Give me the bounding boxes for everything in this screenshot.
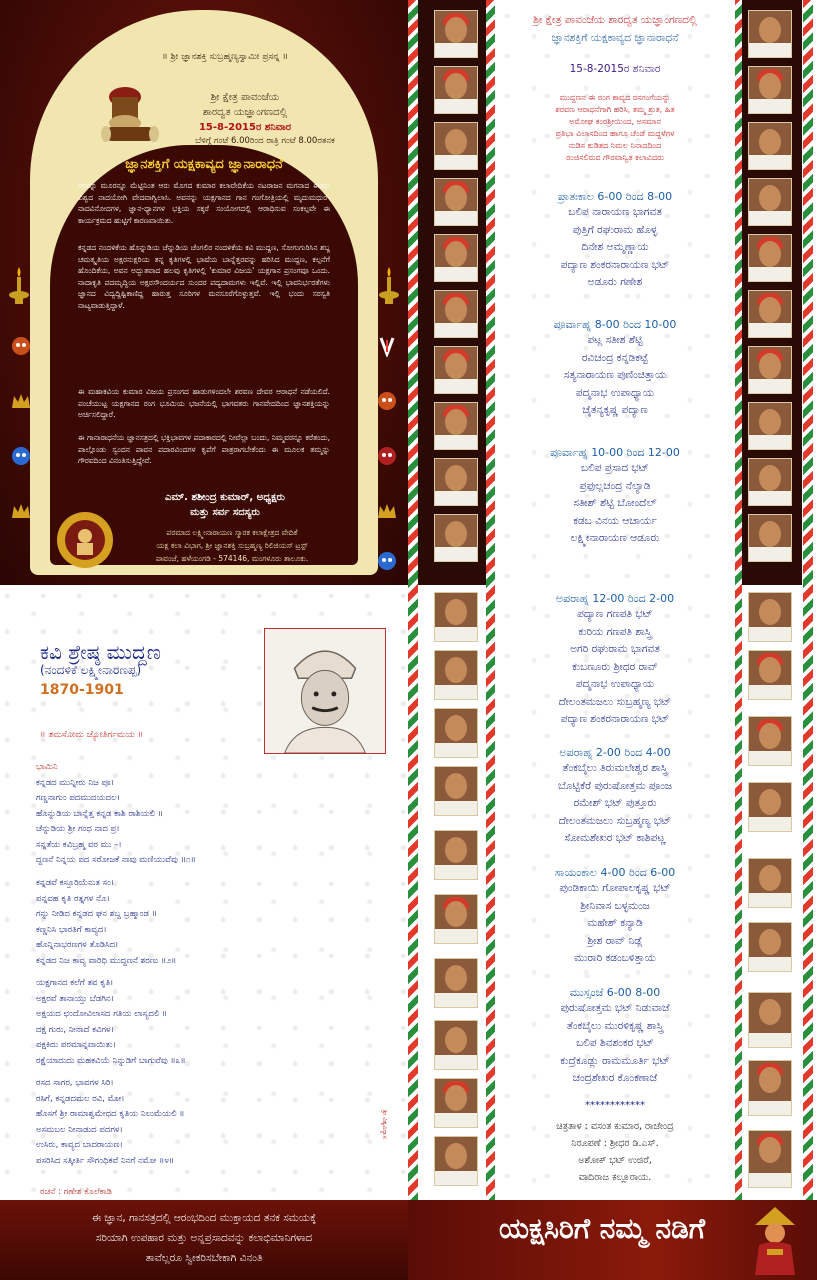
- artist-name: ದೇಲಂತಮಜಲು ಸುಬ್ರಹ್ಮಣ್ಯ ಭಟ್: [558, 695, 672, 708]
- poet-years: 1870-1901: [40, 682, 124, 698]
- artist-photo: [434, 122, 478, 170]
- invocation-text: ॥ ಶ್ರೀ ಜ್ಞಾನಶಕ್ತಿ ಸುಬ್ರಹ್ಮಣ್ಯಸ್ವಾಮೀ ಪ್ರಸನ್ನ ॥: [162, 52, 288, 62]
- poem-line: ಯಕ್ಷಗಾನದ ಕಲೆಗೆ ತವ ಕೃತಿ।: [36, 978, 114, 988]
- yakshagana-mask-icon: [376, 550, 398, 572]
- stanza-2: [36, 876, 326, 969]
- footer-notice-line-3: ತಾವೆಲ್ಲರೂ ಸ್ವೀಕರಿಸಬೇಕಾಗಿ ವಿನಂತಿ: [145, 1252, 263, 1264]
- vertical-credit: ಶ್ರೀ ವಿಶ್ವವಿನ್ಯಾಸ: [381, 1110, 388, 1139]
- slot-title: ಸಾಯಂಕಾಲ 4-00 ರಿಂದ 6-00: [554, 866, 676, 879]
- slot-names: [495, 460, 735, 548]
- poem-line: ರಸಿಗೆ, ಕನ್ನಡದಮಲ ರವಿ, ಮೋ।: [36, 1093, 125, 1104]
- schedule-slot: [495, 446, 735, 548]
- artist-name: ಬಲಿಪ ನಾರಾಯಣ ಭಾಗವತ: [568, 206, 662, 218]
- lamp-icon: [8, 265, 30, 305]
- artist-name: ದಿನೇಶ ಅಮ್ಮಣ್ಣಾಯ: [581, 241, 649, 253]
- footer-line-1: ಪರಮಾದ ಲಕ್ಷ್ಮೀನಾರಾಯಣ ಸ್ಮಾರಕ ಕಲಾಕ್ಷೇತ್ರದ ವೇದಿಕೆ: [166, 528, 298, 537]
- slot-title: ಅಪರಾಹ್ನ 12-00 ರಿಂದ 2-00: [555, 592, 675, 605]
- schedule-slot: [495, 746, 735, 848]
- poem-line: ದಕ್ಷ ಗುರು, ನೀನಾದೆ ಕವಿಗಳ।: [36, 1024, 114, 1035]
- intro-line: ರಂಜಿಸಲಿರುವ ಗೌರವಾನ್ವಿತ ಕಲಾವಿದರು: [566, 153, 664, 162]
- slot-title: ಪೂರ್ವಾಹ್ನ 8-00 ರಿಂದ 10-00: [553, 318, 677, 331]
- poem-line: ಸನ್ನತೆಯ ಕವಿಬ್ರಹ್ಮ ವರ ಮು –।: [36, 839, 122, 850]
- artist-photo: [434, 894, 478, 944]
- poem-line: ಪಸರಿಸಿದ ಸತ್ಕೀರ್ತಿ ಸೌಗಂಧಿಕವೆ ನಿನಗೆ ನಮೋ ॥೪॥: [36, 1155, 175, 1166]
- poem-line: ಅಕ್ಷರವೆ ತಾನಾಯ್ತು ಬೆಡಗಿನ।: [36, 993, 114, 1004]
- artist-photo: [748, 66, 792, 114]
- poem-line: ಕನ್ನಡವೆ ಕಸ್ತೂರಿಯೆನುತ ಸಂ।: [36, 878, 115, 888]
- slot-title: ಪ್ರಾತಃಕಾಲ 6-00 ರಿಂದ 8-00: [557, 190, 673, 203]
- poet-title: ಕವಿ ಶ್ರೇಷ್ಠ ಮುದ್ದಣ: [40, 640, 161, 664]
- poem-line: ಅಸಮಬಲ ನೀನಾಡುದ ಪದಗಳ।: [36, 1124, 123, 1135]
- artist-name: ಪದ್ಯಾಣ ಗಣಪತಿ ಭಟ್: [577, 608, 653, 620]
- poem-line: ದ್ದಣನೆ ನಿನ್ನಯ ಪದ ಸರೋಜಕೆ ನಾವು ಮಣಿಯುವೆವು ॥೧॥: [36, 855, 196, 865]
- artist-photo: [434, 290, 478, 338]
- poem-line: ಹೊಸಗೆ ಶ್ರೀ ರಾಮಾಶ್ವಮೇಧದ ಕೃತಿಯ ನಿಲುಮೆಯಲಿ ॥: [36, 1109, 185, 1119]
- artist-name: ಚಂದ್ರಶೇಖರ ಕೊಂಕಣಾಜೆ: [572, 1072, 658, 1084]
- poem-line: ಕನ್ನಡದ ನಿಜ ಕಾವ್ಯ ವಾರಿಧಿ ಮುದ್ದಣನೆ ಶರಣು ॥೨॥: [36, 955, 177, 966]
- artist-name: ಪುತ್ತಿಗೆ ರಘುರಾಮ ಹೊಳ್ಳ: [572, 223, 658, 236]
- event-time: ಬೆಳಿಗ್ಗೆ ಗಂಟೆ 6.00ರಿಂದ ರಾತ್ರಿ ಗಂಟೆ 8.00ರತನಕ: [195, 136, 335, 146]
- slot-title: ಪೂರ್ವಾಹ್ನ 10-00 ರಿಂದ 12-00: [550, 446, 680, 459]
- signatory: ಎಮ್. ಶಶೀಂದ್ರ ಕುಮಾರ್, ಅಧ್ಯಕ್ಷರು: [165, 492, 285, 503]
- poem-line: ಹೊನ್ನಿನಾಭರಣಗಳ ತೊಡಿಸಿದ।: [36, 940, 119, 950]
- artist-name: ಪಟ್ಲ ಸತೀಶ ಶೆಟ್ಟಿ: [587, 334, 643, 346]
- footer-line-3: ಪಾವಂಜೆ, ಹಳೆಯಂಗಡಿ - 574146, ಮಂಗಳೂರು ತಾಲೂಕು.: [155, 554, 309, 563]
- stanza-3: [36, 976, 326, 1069]
- artist-photo: [434, 178, 478, 226]
- artist-name: ಮಹೇಶ್ ಕನ್ಯಾಡಿ: [587, 917, 643, 929]
- yakshagana-figure-icon: [745, 1205, 805, 1277]
- credit-line: ಚಿತ್ರತಾಳ : ವಸಂತ ಕುಮಾರ, ರಾಜೇಂದ್ರ: [556, 1121, 674, 1132]
- artist-name: ಸೋಮಶೇಖರ ಭಟ್ ಕಾಶಿಪಟ್ಣ: [564, 832, 666, 844]
- artist-name: ಪುರುಷೋತ್ತಮ ಭಟ್ ನಿಡುವಾಜೆ: [560, 1002, 670, 1014]
- schedule-slot: [495, 318, 735, 420]
- invitation-banner: ಜ್ಞಾನಶಕ್ತಿಗೆ ಯಕ್ಷಕಾವ್ಯದ ಜ್ಞಾನಾರಾಧನೆ: [125, 157, 283, 172]
- artist-name: ಮುರಾರಿ ಕಡಂಬಳಿತ್ತಾಯ: [574, 952, 656, 964]
- artist-photo: [748, 1130, 792, 1188]
- poem-line: ಚೆನ್ನುಡಿಯ ಶ್ರೀ ಗಂಧ ನಾದ ಪ್ರ।: [36, 824, 120, 834]
- intro-line: ನುಡಿಸ ಕುಡಿತದ ನಿಮಲ ನಿನಾದದಿಂದ: [568, 141, 662, 150]
- paragraph-3: ಈ ಮಹಾಕವಿಯ ಕುಮಾರ ವಿಜಯ ಪ್ರಸಂಗದ ಹಾಡುಗಳಿಂದಲೇ ಶರವಣ ದೇವರ ಆರಾಧನೆ ನಡೆಯಲಿದೆ. ಪಂಚೆಯುಟ್ಟ ಯಕ್ಷಗಾನದ ರಂಗ ಭೂಮಿಯ ಭಜನೆಯಲ್ಲಿ ಭಾಗವತರು ಗಾನವೇದದಿಂದ ಜ್ಞಾನಶಕ್ತಿಯನ್ನು ಅರ್ಚಿಸಲಿದ್ದಾರೆ.: [78, 387, 330, 419]
- slot-names: [495, 332, 735, 420]
- footer-notice-line-2: ಸರಿಯಾಗಿ ಉಪಹಾರ ಮತ್ತು ಅನ್ನಪ್ರಸಾದವನ್ನು ಕಲಾಭಿಮಾನಿಗಳಾದ: [95, 1232, 313, 1244]
- credit-line: ನಿರೂಪಣೆ : ಶ್ರೀಧರ ಡಿ.ಎಸ್.: [571, 1138, 659, 1149]
- yakshagana-mask-icon: [376, 445, 398, 467]
- namam-icon: [376, 335, 398, 357]
- artist-photo: [748, 290, 792, 338]
- artist-photo: [434, 708, 478, 758]
- artist-photo: [434, 402, 478, 450]
- schedule-date: 15-8-2015ರ ಶನಿವಾರ: [569, 63, 661, 75]
- artist-photo: [748, 922, 792, 972]
- artist-name: ಬಲಿಪ ಶಿವಶಂಕರ ಭಟ್: [576, 1037, 654, 1049]
- poem-line: ರಸದ ಸಾಗರ, ಭಾವಗಳ ಸಿರಿ।: [36, 1078, 114, 1088]
- schedule-intro: [495, 92, 735, 164]
- artist-photo: [434, 1136, 478, 1186]
- slot-names: [495, 880, 735, 968]
- artist-photo: [434, 958, 478, 1008]
- artist-photo: [748, 346, 792, 394]
- crown-icon: [10, 500, 32, 522]
- artist-photo: [748, 178, 792, 226]
- artist-photo: [434, 1020, 478, 1070]
- artist-name: ಸತೀಶ್ ಶೆಟ್ಟಿ ಬೋಂದೆಲ್: [573, 497, 657, 509]
- artist-photo: [748, 650, 792, 700]
- decorative-stripe: [408, 0, 418, 1200]
- artist-name: ಕುರಿಯ ಗಣಪತಿ ಶಾಸ್ತ್ರಿ: [578, 625, 652, 638]
- schedule-venue: ಶ್ರೀ ಕ್ಷೇತ್ರ ಪಾವಂಜೆಯ ಶಾರದ್ವತ ಯಜ್ಞಾಂಗಣದಲ್ಲಿ: [533, 14, 697, 26]
- artist-name: ಶ್ರೀಶ ರಾವ್ ನಿಡ್ಲೆ: [587, 934, 643, 947]
- artist-photo: [434, 458, 478, 506]
- footer-line-2: ಯಕ್ಷ ಕಲಾ ವಿಭಾಗ, ಶ್ರೀ ಜ್ಞಾನಶಕ್ತಿ ಸುಬ್ರಹ್ಮಣ್ಯ ರಿಲಿಜಿಯಸ್ ಟ್ರಸ್ಟ್: [156, 541, 308, 550]
- poem-author: ರಚನೆ : ಗಣೇಶ ಕೊಲೆಕಾಡಿ: [40, 1187, 112, 1197]
- artist-name: ರಮೇಶ್ ಭಟ್ ಪುತ್ತೂರು: [573, 797, 657, 809]
- artist-photo: [748, 592, 792, 642]
- artist-photo: [434, 346, 478, 394]
- artist-name: ಪುಂಡಿಕಾಯಿ ಗೋಪಾಲಕೃಷ್ಣ ಭಟ್: [559, 882, 671, 894]
- artist-name: ಕುದ್ರೆಕೂಡ್ಲು ರಾಮಮೂರ್ತಿ ಭಟ್: [560, 1054, 670, 1067]
- artist-name: ಪದ್ಮನಾಭ ಉಪಾಧ್ಯಾಯ: [575, 386, 655, 399]
- artist-photo: [434, 234, 478, 282]
- artist-photo: [434, 1078, 478, 1128]
- intro-line: ಅಮೋಘ ಕಂಠಶ್ರೀಯಿಂದ, ಅಸಮಾನ: [569, 117, 661, 126]
- artist-name: ಪದ್ಮನಾಭ ಉಪಾಧ್ಯಾಯ: [575, 678, 655, 690]
- lamp-icon: [378, 265, 400, 305]
- artist-name: ದೇಲಂತಮಜಲು ಸುಬ್ರಹ್ಮಣ್ಯ ಭಟ್: [558, 814, 672, 827]
- poet-portrait: [264, 628, 386, 754]
- artist-name: ಅಗರಿ ರಘುರಾಮ ಭಾಗವತ: [570, 643, 660, 655]
- artist-photo: [748, 992, 792, 1048]
- artist-photo: [434, 10, 478, 58]
- event-date: 15-8-2015ರ ಶನಿವಾರ: [198, 122, 292, 133]
- artist-photo: [748, 10, 792, 58]
- artist-photo: [434, 592, 478, 642]
- poem-line: ಹೊನ್ನುಡಿಯ ಬಾನ್ನೆತ್ತ ಕನ್ನಡ ಕಾಶಿ ರಾಶಿಯಲಿ ॥: [36, 808, 163, 819]
- bottom-banner-text: ಯಕ್ಷಸಿರಿಗೆ ನಮ್ಮ ನಡಿಗೆ: [498, 1212, 706, 1245]
- poem-line: ಪಕ್ಷಕಿದು ಪರಮಾನ್ನವಾಯಿತು।: [36, 1040, 116, 1050]
- slot-title: ಮುಸ್ಸಂಜೆ 6-00 8-00: [569, 986, 661, 999]
- poem-line: ಗಣ್ಣನಾಗುಂ ಪದಮುದಯದಲ।: [36, 793, 120, 803]
- crown-icon: [10, 390, 32, 412]
- artist-photo: [434, 650, 478, 700]
- artist-name: ಚೈತನ್ಯಕೃಷ್ಣ ಪದ್ಯಾಣ: [582, 404, 648, 416]
- schedule-slot: [495, 190, 735, 292]
- artist-name: ಲಕ್ಷ್ಮೀನಾರಾಯಣ ಆಡೂರು: [570, 532, 660, 544]
- artist-name: ಕಡಬ ವಿನಯ ಆಚಾರ್ಯ: [573, 514, 657, 527]
- artist-photo: [748, 402, 792, 450]
- credits: [495, 1118, 735, 1186]
- artist-name: ರವಿಚಂದ್ರ ಕನ್ನಡಿಕಟ್ಟೆ: [581, 351, 649, 364]
- separator: ************: [585, 1100, 645, 1111]
- venue-line-1: ಶ್ರೀ ಕ್ಷೇತ್ರ ಪಾವಂಜೆಯ: [210, 92, 280, 103]
- poet-subtitle: (ನಂದಳಿಕೆ ಲಕ್ಷ್ಮೀನಾರಣಪ್ಪ): [40, 663, 142, 677]
- artist-name: ಶ್ರೀನಿವಾಸ ಬಳ್ಳಮಂಜ: [580, 899, 650, 912]
- slot-names: [495, 760, 735, 848]
- artist-photo: [748, 514, 792, 562]
- paragraph-2: ಕನ್ನಡದ ನಂದಳಿಕೆಯ ಹೊನ್ನುಡಿಯ ಚೆನ್ನುಡಿಯ ಚೆಂಗಲಿರ ನಂದಳಿಕೆಯ ಕವಿ ಮುದ್ದಣ, ಸೋಗುಗುರಿಸಿನ ಶಬ್ದ ಚಮತ್ಕೃತಿಯ ಅಕ್ಷರನುಕ್ಷರಿಯ ತನ್ನ ಕೃತಿಗಳಲ್ಲಿ ಭಾಷೆಯ ಬಾನ್ನೆತ್ತರವನ್ನು ಹರಿಸಿದ ಮುದ್ದಣ, ಕಲ್ಪನೆಗೆ ಹೊಂದಿಕೆಯ, ಅವನ ಅದ್ಭುತವಾದ ಹಲವು ಕೃತಿಗಳಲ್ಲಿ 'ಕುಮಾರ ವಿಜಯ' ಯಕ್ಷಗಾನ ಪ್ರಸಂಗವೂ ಒಂದು. ನಾದಾಕೃತಿ ಪದಮೃದ್ಧಿಯ ಅಕ್ಷರಸೌಂದರ್ಯದ ಸುಂದರ ಪದ್ಯದಾಮಗಳು ಇಲ್ಲಿವೆ. ಇಲ್ಲಿ ಭಾವನಿರ್ಭರತೆಗಳು ಜ್ಞಾನದ ವಿದ್ವದ್ದಿಷ್ಟಿಕಾಣಿದ್ದ ಹಾರುತ್ತ ಸೂರಿಗಳ ಮನಸೂರೆಗೊಳ್ಳುತ್ತವೆ. ಇಲ್ಲಿ ಭಂದು ಸರಸ್ವತಿ ನಾಟ್ಯವಾಡುತ್ತಿದ್ದಾಳೆ.: [78, 243, 330, 310]
- decorative-stripe: [803, 0, 813, 1200]
- trust-logo-icon: [55, 510, 115, 570]
- poem-line: ಗನ್ನು ನೀಡಿದ ಕನ್ನಡದ ಘನ ಶಬ್ದ ಬ್ರಹ್ಮಾಂಡ ॥: [36, 909, 157, 919]
- intro-line: ಮುದ್ದಣನ ಈ ರಂಗ ಕಾವ್ಯದ ರಸಗಂಗೆಯನ್ನು: [559, 93, 671, 102]
- poem-line: ಕಣ್ಣನಿಸಿ ಭಾರತಿಗೆ ಕಾವ್ಯದ।: [36, 924, 107, 935]
- artist-photo: [748, 122, 792, 170]
- artist-name: ಬೊಟ್ಟಿಕೆರೆ ಪುರುಷೋತ್ತಮ ಪೂಂಜ: [558, 779, 672, 792]
- yakshagana-mask-icon: [376, 390, 398, 412]
- signatory-members: ಮತ್ತು ಸರ್ವ ಸದಸ್ಯರು: [190, 507, 260, 518]
- credit-line: ವಾದಿರಾಜ ಕಲ್ಲೂರಾಯ.: [578, 1172, 652, 1183]
- stanza-meter-label: ಭಾಮಿನಿ: [36, 762, 58, 772]
- paragraph-4: ಈ ಗಾನಾರಾಧನೆಯ ಜ್ಞಾನಸತ್ರದಲ್ಲಿ ಭಕ್ತಿಭಾವಗಳ ಪದಾಕಾರದಲ್ಲಿ ನೀವೆಲ್ಲಾ ಬಂದು, ನಿಮ್ಮವರನ್ನೂ ಕರೆತಂದು, ಪಾಲ್ಗೊಂಡು ಸ್ವಂದನ ಪಾವನ ಪದಾರವಿಂದಗಳ ಕೃಪೆಗೆ ಪಾತ್ರರಾಗಬೇಕೆಂದು ಈ ಮೂಲಕ ತಮ್ಮನ್ನು ಗೌರವದಿಂದ ವಿನಂತಿಸುತ್ತಿದ್ದೇವೆ.: [78, 433, 330, 465]
- artist-name: ಪದ್ಯಾಣ ಶಂಕರನಾರಾಯಣ ಭಟ್: [560, 713, 670, 725]
- intro-line: ಪ್ರತಿಭಾ ವಿಲಾಸದಿಂದ ಹಾಗೂ ಚೆಂಡೆ ಮದ್ದಳೆಗಳ: [555, 129, 675, 138]
- artist-photo: [434, 766, 478, 816]
- schedule-slot: [495, 986, 735, 1088]
- artist-photo: [748, 858, 792, 908]
- slot-names: [495, 204, 735, 292]
- stanza-4: [36, 1076, 326, 1169]
- poem-line: ಪನ್ನವಹ ಕೃತಿ ರತ್ನಗಳ ನೊ।: [36, 893, 110, 904]
- schedule-slot: [495, 866, 735, 968]
- artist-photo: [434, 514, 478, 562]
- yakshagana-mask-icon: [10, 445, 32, 467]
- artist-name: ಕುಬಣೂರು ಶ್ರೀಧರ ರಾವ್: [572, 660, 658, 673]
- poem-heading: ॥ ತಮಸೋಮ ಜ್ಯೋತಿರ್ಗಮಯ ॥: [40, 730, 144, 740]
- credit-line: ಅಶೋಕ್ ಭಟ್ ಉಜಿರೆ,: [578, 1155, 652, 1166]
- schedule-banner: ಜ್ಞಾನಶಕ್ತಿಗೆ ಯಕ್ಷಕಾವ್ಯದ ಜ್ಞಾನಾರಾಧನೆ: [551, 32, 679, 44]
- artist-photo: [748, 234, 792, 282]
- artist-photo: [748, 458, 792, 506]
- slot-title: ಅಪರಾಹ್ನ 2-00 ರಿಂದ 4-00: [559, 746, 671, 759]
- footer-notice-line-1: ಈ ಜ್ಞಾನ, ಗಾನಸತ್ರದಲ್ಲಿ ಆರಂಭದಿಂದ ಮುಕ್ತಾಯದ ತನಕ ಸಮಯಕ್ಕೆ: [91, 1212, 317, 1224]
- poem-line: ಕನ್ನಡದ ಮುನ್ನೀರು ನಿಜ ಪೂ।: [36, 777, 114, 788]
- slot-names: [495, 1000, 735, 1088]
- schedule-slot: [495, 592, 735, 729]
- artist-name: ಬಲಿಪ ಪ್ರಸಾದ ಭಟ್: [581, 462, 649, 474]
- artist-name: ತೆಂಕಬೈಲು ಮುರಳಿಕೃಷ್ಣ ಶಾಸ್ತ್ರಿ: [566, 1019, 664, 1032]
- paragraph-1: ಆರನ್ನೂ ಮೂರನ್ನೂ ಮೆಟ್ಟಿನಿಂತ ಆರು ಮೊಗದ ಕುಮಾರ ಕಲಾವೇದಿಕೆಯ ನಟರಾಜನ ಮಗನಾದ ಈತನು ವಿಶ್ವದ ನಾದಯೋಗಿ ವೇದವಾಗ್ವಿಲಾಸಿ. ಅವನನ್ನು ಯಕ್ಷಗಾನದ ಗಾನ ಗಂಗೋತ್ರಿಯಲ್ಲಿ ಮೃದುಮಧುರ-ನಾದವಿನೋದಗಳ, ಜ್ಞಾನ-ಧ್ಯಾನಗಳ ಭಕ್ತಿಯ ಸಕ್ಕರೆ ಸಂಯೋಗದಲ್ಲಿ ಆರಾಧಿಸುವ ಸಂಕಲ್ಪವೇ ಈ ಕಾರ್ಯಕ್ರಮದ ಹುಟ್ಟಿಗೆ ಕಾರಣವಾಯಿತು.: [78, 181, 330, 225]
- artist-photo: [434, 66, 478, 114]
- artist-photo: [748, 716, 792, 766]
- artist-name: ಪದ್ಯಾಣ ಶಂಕರನಾರಾಯಣ ಭಟ್: [560, 258, 670, 271]
- intro-line: ಶರವಣ ಆರಾಧನೆಗಾಗಿ ಹರಿಸಿ, ತಮ್ಮ ಶ್ರುತ, ಹಿತ: [555, 105, 675, 114]
- poem-line: ಅಕ್ಷಯದ ಛಂದೋವಿಲಾಸದ ಗತಿಯ ಲಾಸ್ಯದಲಿ ॥: [36, 1009, 168, 1019]
- artist-photo: [434, 830, 478, 880]
- poem-line: ರಕ್ಷೆಯಾದುದು ಮಹಕವಿಯೆ ನಿನ್ನುಡಿಗೆ ಬಾಗುವೆವು ॥೩॥: [36, 1055, 186, 1066]
- artist-name: ಪ್ರಫುಲ್ಲಚಂದ್ರ ನೆಲ್ಯಾಡಿ: [579, 479, 651, 492]
- poem-line: ಉಸಿರು, ಕಾವ್ಯದ ಬಾದರಾಯಣ।: [36, 1140, 123, 1150]
- crown-icon: [376, 500, 398, 522]
- yakshagana-mask-icon: [10, 335, 32, 357]
- artist-name: ಅಡೂರು ಗಣೇಶ: [587, 276, 643, 288]
- venue-line-2: ಶಾರದ್ವತ ಯಜ್ಞಾಂಗಣದಲ್ಲಿ: [202, 107, 288, 118]
- slot-names: [495, 606, 735, 729]
- stanza-1: [36, 760, 326, 869]
- artist-name: ತೆಂಕಬೈಲು ತಿರುಮಲೇಶ್ವರ ಶಾಸ್ತ್ರಿ: [562, 762, 668, 774]
- artist-name: ಸತ್ಯನಾರಾಯಣ ಪುಣಿಂಚಿತ್ತಾಯ: [563, 369, 667, 381]
- artist-photo: [748, 782, 792, 832]
- artist-photo: [748, 1060, 792, 1116]
